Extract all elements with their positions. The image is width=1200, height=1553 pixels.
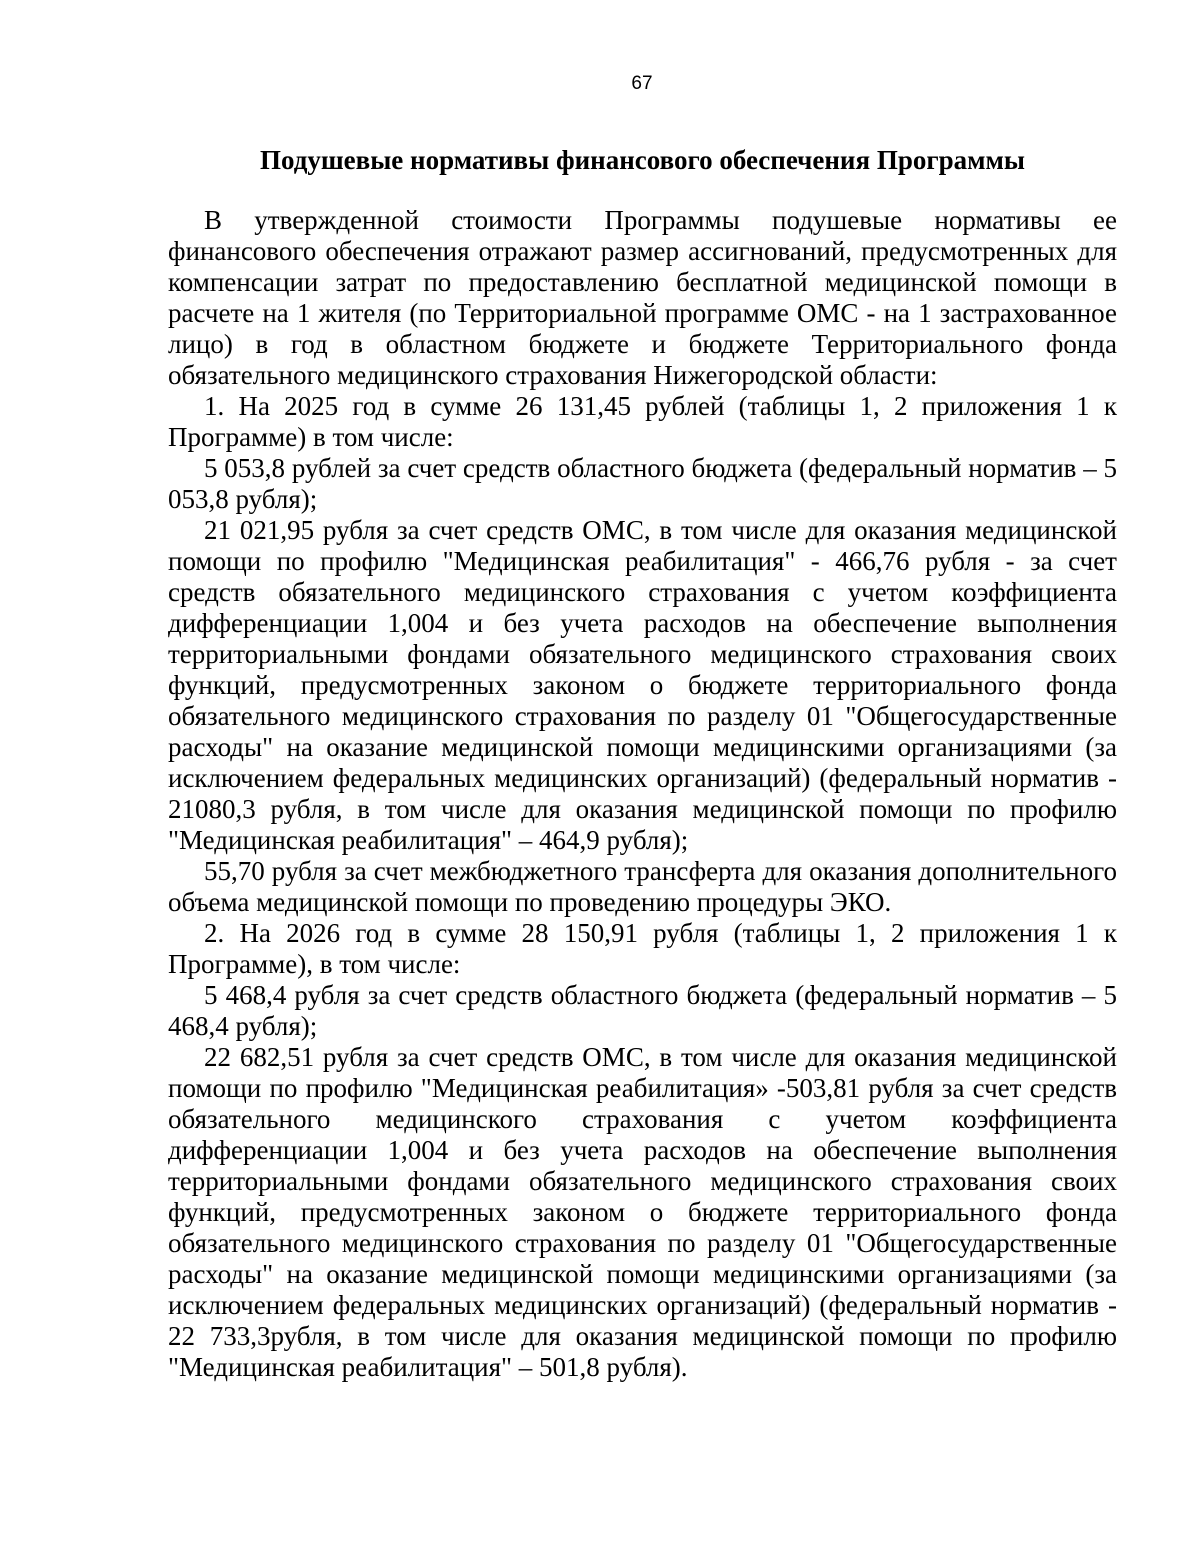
paragraph-2026-oms: 22 682,51 рубля за счет средств ОМС, в том числе для оказания медицинской помощи по профилю "Медицинская реабилитация» -503,81 рубля за счет средств обязательного медицинского страхования с учетом коэффициента дифференциации 1,004 и без учета расходов на обеспечение выполнения территориальными фондами обязательного медицинского страхования своих функций, предусмотренных законом о бюджете территориального фонда обязательного медицинского страхования по разделу 01 "Общегосударственные расходы" на оказание медицинской помощи медицинскими организациями (за исключением федеральных медицинских организаций) (федеральный норматив - 22 733,3рубля, в том числе для оказания медицинской помощи по профилю "Медицинская реабилитация" – 501,8 рубля). (168, 1042, 1117, 1382)
document-body (168, 205, 1117, 1383)
paragraph-2025-eco-transfer: 55,70 рубля за счет межбюджетного трансферта для оказания дополнительного объема медицинской помощи по проведению процедуры ЭКО. (168, 856, 1117, 917)
paragraph-2026-total: 2. На 2026 год в сумме 28 150,91 рубля (таблицы 1, 2 приложения 1 к Программе), в том числе: (168, 918, 1117, 979)
page-number: 67 (631, 73, 653, 94)
paragraph-2025-oms: 21 021,95 рубля за счет средств ОМС, в том числе для оказания медицинской помощи по профилю "Медицинская реабилитация" - 466,76 рубля - за счет средств обязательного медицинского страхования с учетом коэффициента дифференциации 1,004 и без учета расходов на обеспечение выполнения территориальными фондами обязательного медицинского страхования своих функций, предусмотренных законом о бюджете территориального фонда обязательного медицинского страхования по разделу 01 "Общегосударственные расходы" на оказание медицинской помощи медицинскими организациями (за исключением федеральных медицинских организаций) (федеральный норматив - 21080,3 рубля, в том числе для оказания медицинской помощи по профилю "Медицинская реабилитация" – 464,9 рубля); (168, 515, 1117, 855)
page-title: Подушевые нормативы финансового обеспечения Программы (259, 145, 1025, 175)
paragraph-2025-regional-budget: 5 053,8 рублей за счет средств областного бюджета (федеральный норматив – 5 053,8 рубля); (168, 453, 1117, 514)
paragraph-2025-total: 1. На 2025 год в сумме 26 131,45 рублей (таблицы 1, 2 приложения 1 к Программе) в том числе: (168, 391, 1117, 452)
paragraph-intro: В утвержденной стоимости Программы подушевые нормативы ее финансового обеспечения отражают размер ассигнований, предусмотренных для компенсации затрат по предоставлению бесплатной медицинской помощи в расчете на 1 жителя (по Территориальной программе ОМС - на 1 застрахованное лицо) в год в областном бюджете и бюджете Территориального фонда обязательного медицинского страхования Нижегородской области: (168, 205, 1117, 390)
paragraph-2026-regional-budget: 5 468,4 рубля за счет средств областного бюджета (федеральный норматив – 5 468,4 рубля); (168, 980, 1117, 1041)
